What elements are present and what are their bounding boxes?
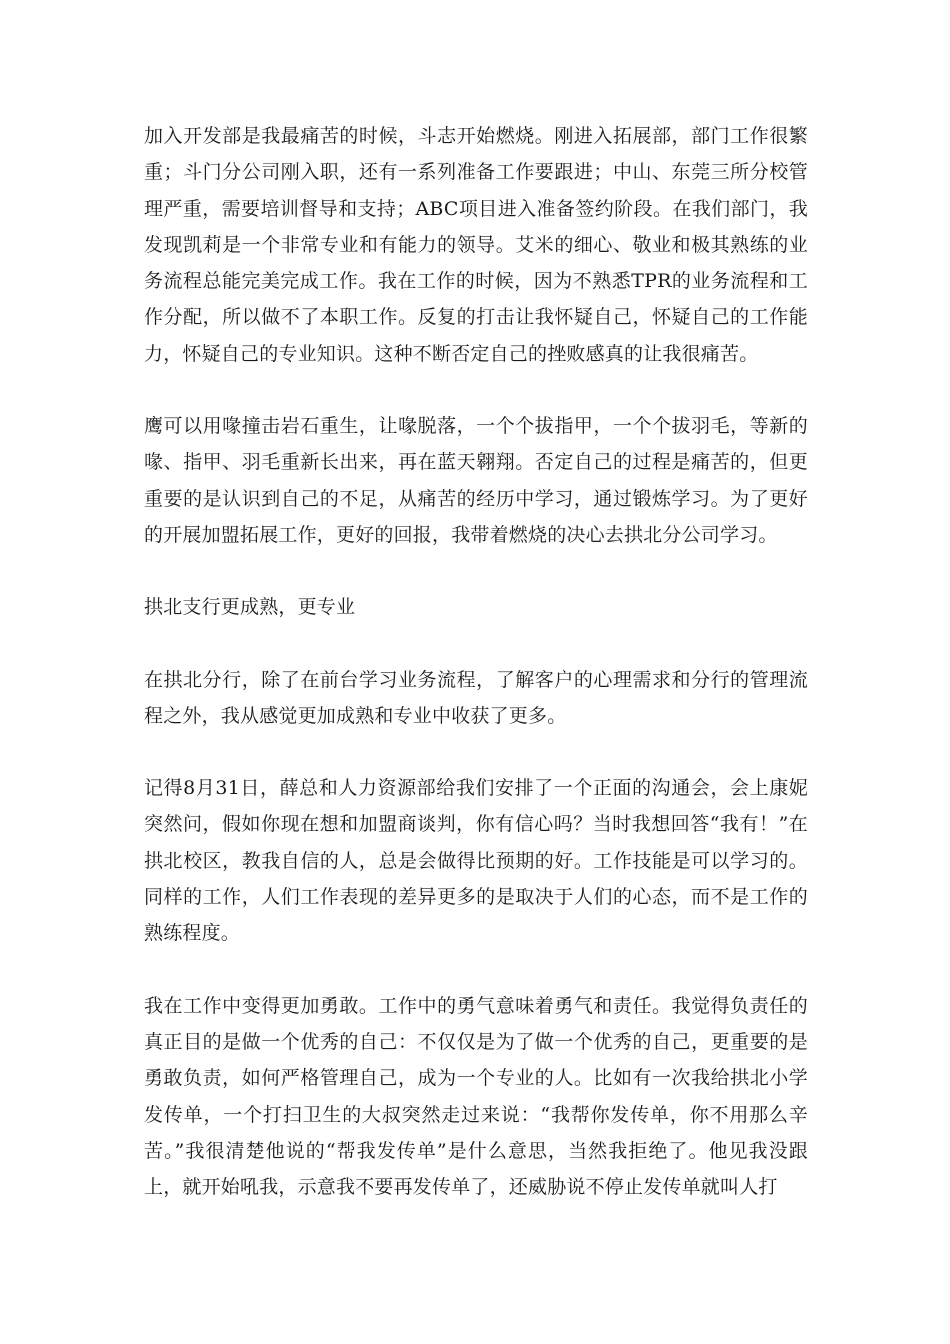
paragraph-1: 加入开发部是我最痛苦的时候，斗志开始燃烧。刚进入拓展部，部门工作很繁重；斗门分公司刚入职，还有一系列准备工作要跟进；中山、东莞三所分校管理严重，需要培训督导和支持；ABC项目进入准备签约阶段。在我们部门，我发现凯莉是一个非常专业和有能力的领导。艾米的细心、敬业和极其熟练的业务流程总能完美完成工作。我在工作的时候，因为不熟悉TPR的业务流程和工作分配，所以做不了本职工作。反复的打击让我怀疑自己，怀疑自己的工作能力，怀疑自己的专业知识。这种不断否定自己的挫败感真的让我很痛苦。	[144, 125, 808, 365]
paragraph-4: 记得8月31日，薛总和人力资源部给我们安排了一个正面的沟通会，会上康妮突然问，假如你现在想和加盟商谈判，你有信心吗？当时我想回答“我有！”在拱北校区，教我自信的人，总是会做得比预期的好。工作技能是可以学习的。同样的工作，人们工作表现的差异更多的是取决于人们的心态，而不是工作的熟练程度。	[144, 777, 808, 945]
document-body	[144, 118, 808, 1241]
paragraph-3: 在拱北分行，除了在前台学习业务流程，了解客户的心理需求和分行的管理流程之外，我从感觉更加成熟和专业中收获了更多。	[144, 668, 808, 727]
section-heading: 拱北支行更成熟，更专业	[144, 596, 356, 619]
paragraph-2: 鹰可以用喙撞击岩石重生，让喙脱落，一个个拔指甲，一个个拔羽毛，等新的喙、指甲、羽毛重新长出来，再在蓝天翱翔。否定自己的过程是痛苦的，但更重要的是认识到自己的不足，从痛苦的经历中学习，通过锻炼学习。为了更好的开展加盟拓展工作，更好的回报，我带着燃烧的决心去拱北分公司学习。	[144, 415, 808, 546]
paragraph-5: 我在工作中变得更加勇敢。工作中的勇气意味着勇气和责任。我觉得负责任的真正目的是做一个优秀的自己：不仅仅是为了做一个优秀的自己，更重要的是勇敢负责，如何严格管理自己，成为一个专业的人。比如有一次我给拱北小学发传单，一个打扫卫生的大叔突然走过来说：“我帮你发传单，你不用那么辛苦。”我很清楚他说的“帮我发传单”是什么意思，当然我拒绝了。他见我没跟上，就开始吼我，示意我不要再发传单了，还威胁说不停止发传单就叫人打	[144, 994, 808, 1199]
